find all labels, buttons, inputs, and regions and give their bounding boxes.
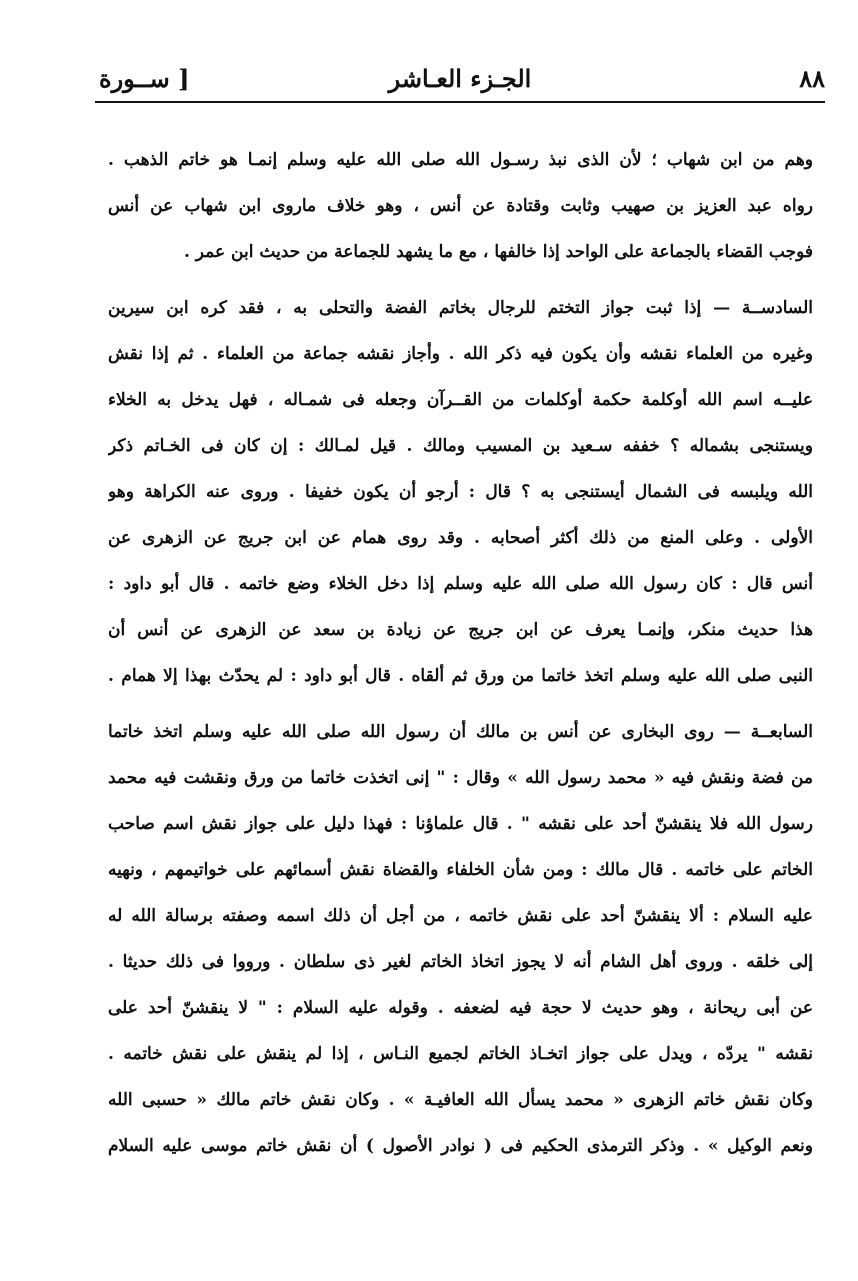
text-line: رواه عبد العزيز بن صهيب وثابت وقتادة عن أنس ، وهو خلاف ماروى ابن شهاب عن أنس: [108, 196, 813, 216]
text-line: ونعم الوكيل » . وذكر الترمذى الحكيم فى ( نوادر الأصول ) أن نقش خاتم موسى عليه السلام: [108, 1136, 813, 1156]
paragraph-gap: [108, 275, 813, 285]
paragraph-1: [108, 137, 813, 275]
text-line: وهم من ابن شهاب ؛ لأن الذى نبذ رسـول الله صلى الله عليه وسلم إنمـا هو خاتم الذهب .: [108, 150, 813, 170]
text-line: وكان نقش خاتم الزهرى « محمد يسأل الله العافيـة » . وكان نقش خاتم مالك « حسبى الله: [108, 1090, 813, 1110]
page-header: [95, 58, 825, 102]
text-line: الله ويلبسه فى الشمال أيستنجى به ؟ قال : أرجو أن يكون خفيفا . وروى عنه الكراهة وهو: [108, 482, 813, 502]
text-line: الأولى . وعلى المنع من ذلك أكثر أصحابه . وقد روى همام عن ابن جريج عن الزهرى عن: [108, 528, 813, 548]
text-line: إلى خلقه . وروى أهل الشام أنه لا يجوز اتخاذ الخاتم لغير ذى سلطان . ورووا فى ذلك حديثا .: [108, 952, 813, 972]
page-number: ٨٨: [799, 64, 825, 93]
paragraph-2: [108, 285, 813, 699]
text-line: أنس قال : كان رسول الله صلى الله عليه وسلم إذا دخل الخلاء وضع خاتمه . قال أبو داود :: [108, 574, 813, 594]
text-line: عليه السلام : ألا ينقشنّ أحد على نقش خاتمه ، من أجل أن ذلك اسمه وصفته برسالة الله له: [108, 906, 813, 926]
text-line: رسول الله فلا ينقشنّ أحد على نقشه " . قال علماؤنا : فهذا دليل على جواز نقش اسم صاحب: [108, 814, 813, 834]
text-line: السادســة — إذا ثبت جواز التختم للرجال بخاتم الفضة والتحلى به ، فقد كره ابن سيرين: [108, 298, 813, 318]
text-line: من فضة ونقش فيه « محمد رسول الله » وقال : " إنى اتخذت خاتما من ورق ونقشت فيه محمد: [108, 768, 813, 788]
header-rule: [95, 101, 825, 103]
text-line: وغيره من العلماء نقشه وأن يكون فيه ذكر الله . وأجاز نقشه جماعة من العلماء . ثم إذا نقش: [108, 344, 813, 364]
running-title: الجـزء العـاشر: [388, 64, 532, 93]
text-line: الخاتم على خاتمه . قال مالك : ومن شأن الخلفاء والقضاة نقش أسمائهم على خواتيمهم ، ونهيه: [108, 860, 813, 880]
surah-label: [ ســورة: [99, 64, 190, 93]
text-line: نقشه " يردّه ، ويدل على جواز اتخـاذ الخاتم لجميع النـاس ، إذا لم ينقش على نقش خاتمه .: [108, 1044, 813, 1064]
text-line: ويستنجى بشماله ؟ خففه سـعيد بن المسيب ومالك . قيل لمـالك : إن كان فى الخـاتم ذكر: [108, 436, 813, 456]
text-line: النبى صلى الله عليه وسلم اتخذ خاتما من ورق ثم ألقاه . قال أبو داود : لم يحدّث بهذا إلا همام .: [108, 666, 813, 686]
text-line: هذا حديث منكر، وإنمـا يعرف عن ابن جريج عن زيادة بن سعد عن الزهرى عن أنس أن: [108, 620, 813, 640]
paragraph-3: [108, 709, 813, 1169]
text-line: فوجب القضاء بالجماعة على الواحد إذا خالفها ، مع ما يشهد للجماعة من حديث ابن عمر .: [183, 242, 813, 262]
body-text: [108, 137, 813, 1169]
text-line: السابعــة — روى البخارى عن أنس بن مالك أن رسول الله صلى الله عليه وسلم اتخذ خاتما: [108, 722, 813, 742]
paragraph-gap: [108, 699, 813, 709]
text-line: عليــه اسم الله أوكلمة حكمة أوكلمات من القــرآن وجعله فى شمـاله ، فهل يدخل به الخلاء: [108, 390, 813, 410]
text-line: عن أبى ريحانة ، وهو حديث لا حجة فيه لضعفه . وقوله عليه السلام : " لا ينقشنّ أحد على: [108, 998, 813, 1018]
